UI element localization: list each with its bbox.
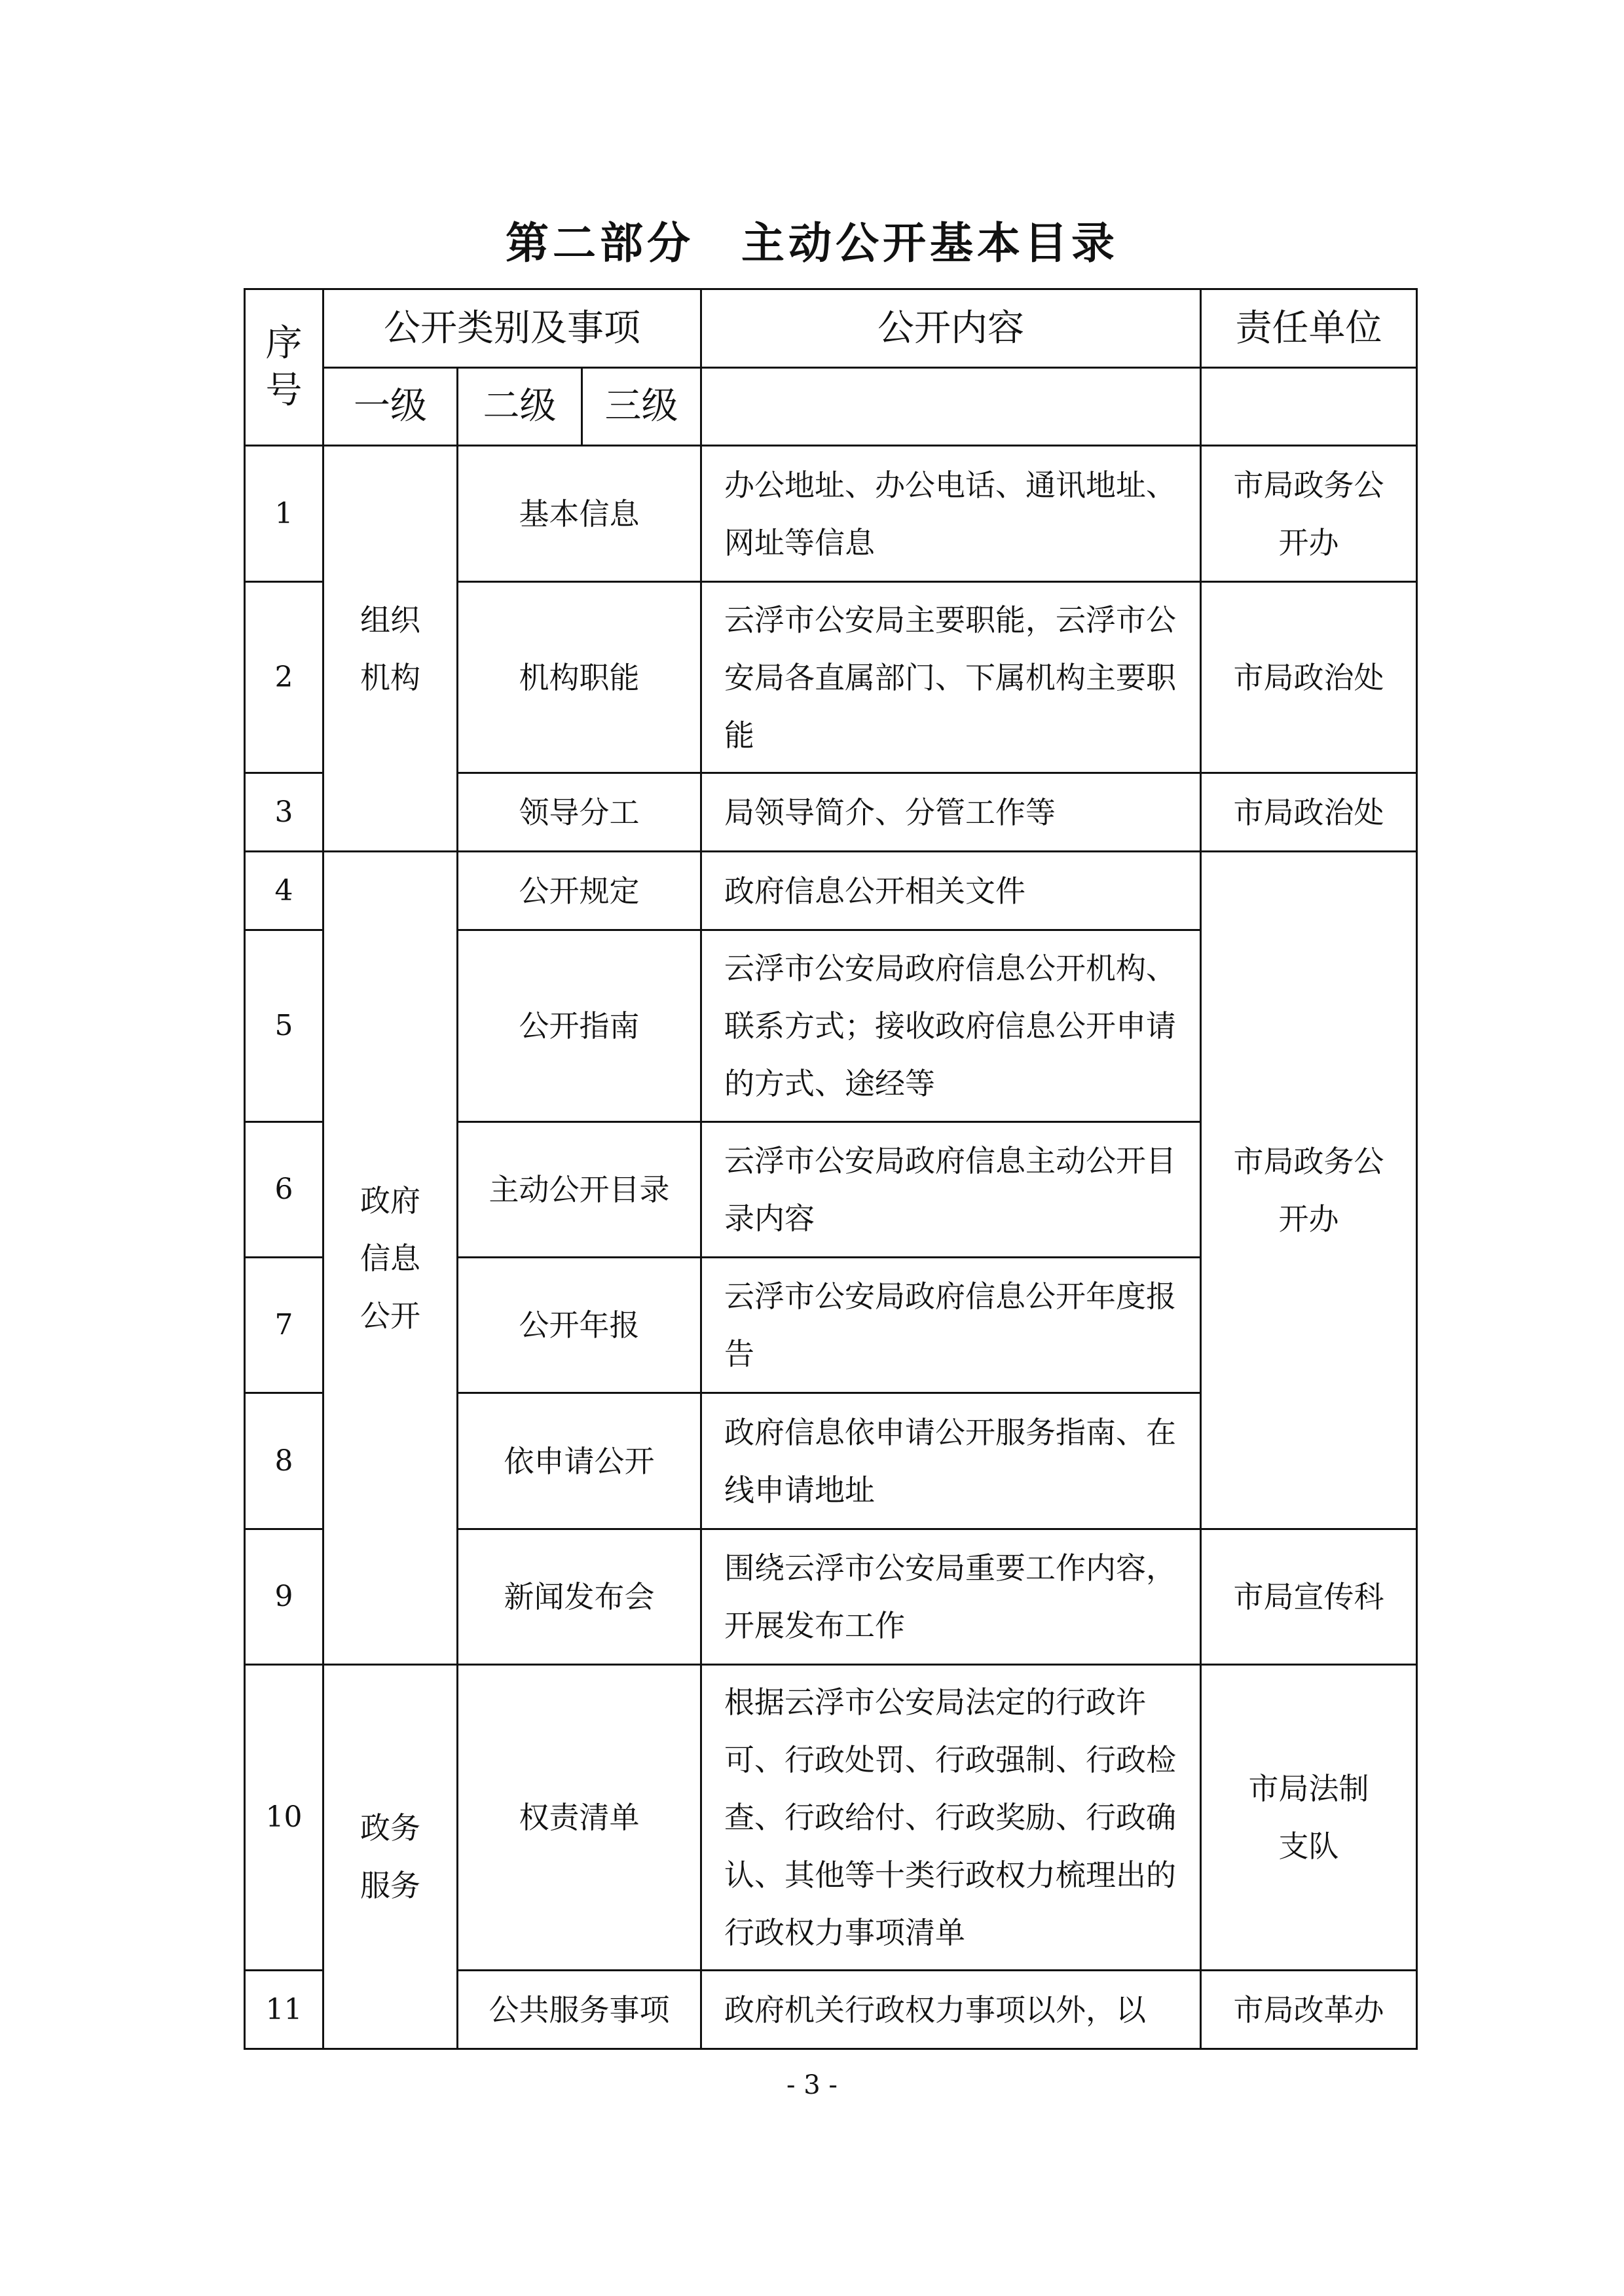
responsible-unit: 市局宣传科 xyxy=(1201,1529,1417,1665)
item-name: 基本信息 xyxy=(458,446,701,582)
group-gov: 政府信息公开 xyxy=(323,852,458,1665)
page-number: - 3 - xyxy=(786,2070,838,2100)
item-content: 围绕云浮市公安局重要工作内容，开展发布工作 xyxy=(701,1529,1201,1665)
row-number: 5 xyxy=(245,930,323,1122)
table-row xyxy=(245,1665,1417,1971)
group-org: 组织机构 xyxy=(323,446,458,852)
item-content: 云浮市公安局政府信息主动公开目录内容 xyxy=(701,1122,1201,1258)
header-empty-unit xyxy=(1201,368,1417,446)
row-number: 3 xyxy=(245,773,323,852)
header-level1: 一级 xyxy=(323,368,458,446)
item-content: 云浮市公安局政府信息公开机构、联系方式；接收政府信息公开申请的方式、途经等 xyxy=(701,930,1201,1122)
item-name: 公共服务事项 xyxy=(458,1971,701,2049)
header-row-2 xyxy=(245,368,1417,446)
item-name: 领导分工 xyxy=(458,773,701,852)
item-name: 新闻发布会 xyxy=(458,1529,701,1665)
row-number: 7 xyxy=(245,1258,323,1393)
row-number: 11 xyxy=(245,1971,323,2049)
responsible-unit: 市局法制支队 xyxy=(1201,1665,1417,1971)
header-seq: 序号 xyxy=(245,289,323,446)
header-content: 公开内容 xyxy=(701,289,1201,368)
item-content: 局领导简介、分管工作等 xyxy=(701,773,1201,852)
item-content: 云浮市公安局政府信息公开年度报告 xyxy=(701,1258,1201,1393)
item-content: 根据云浮市公安局法定的行政许可、行政处罚、行政强制、行政检查、行政给付、行政奖励、行政确认、其他等十类行政权力梳理出的行政权力事项清单 xyxy=(701,1665,1201,1971)
responsible-unit: 市局政务公开办 xyxy=(1201,446,1417,582)
item-name: 公开年报 xyxy=(458,1258,701,1393)
header-row-1 xyxy=(245,289,1417,368)
header-empty-content xyxy=(701,368,1201,446)
responsible-unit: 市局政治处 xyxy=(1201,773,1417,852)
row-number: 8 xyxy=(245,1393,323,1529)
item-name: 权责清单 xyxy=(458,1665,701,1971)
item-name: 公开规定 xyxy=(458,852,701,930)
row-number: 4 xyxy=(245,852,323,930)
item-name: 依申请公开 xyxy=(458,1393,701,1529)
header-level2: 二级 xyxy=(458,368,582,446)
item-content: 办公地址、办公电话、通讯地址、网址等信息 xyxy=(701,446,1201,582)
catalog-table xyxy=(244,288,1418,2050)
row-number: 9 xyxy=(245,1529,323,1665)
row-number: 10 xyxy=(245,1665,323,1971)
item-content: 政府机关行政权力事项以外，以 xyxy=(701,1971,1201,2049)
item-name: 机构职能 xyxy=(458,582,701,773)
header-level3: 三级 xyxy=(582,368,701,446)
group-service: 政务服务 xyxy=(323,1665,458,2049)
responsible-unit: 市局政务公开办 xyxy=(1201,852,1417,1529)
item-name: 公开指南 xyxy=(458,930,701,1122)
item-content: 政府信息依申请公开服务指南、在线申请地址 xyxy=(701,1393,1201,1529)
item-content: 云浮市公安局主要职能，云浮市公安局各直属部门、下属机构主要职能 xyxy=(701,582,1201,773)
item-content: 政府信息公开相关文件 xyxy=(701,852,1201,930)
table-row xyxy=(245,446,1417,582)
responsible-unit: 市局改革办 xyxy=(1201,1971,1417,2049)
row-number: 1 xyxy=(245,446,323,582)
row-number: 2 xyxy=(245,582,323,773)
page-title: 第二部分 主动公开基本目录 xyxy=(506,217,1118,268)
header-category: 公开类别及事项 xyxy=(323,289,701,368)
row-number: 6 xyxy=(245,1122,323,1258)
responsible-unit: 市局政治处 xyxy=(1201,582,1417,773)
table-row xyxy=(245,852,1417,930)
item-name: 主动公开目录 xyxy=(458,1122,701,1258)
header-unit: 责任单位 xyxy=(1201,289,1417,368)
